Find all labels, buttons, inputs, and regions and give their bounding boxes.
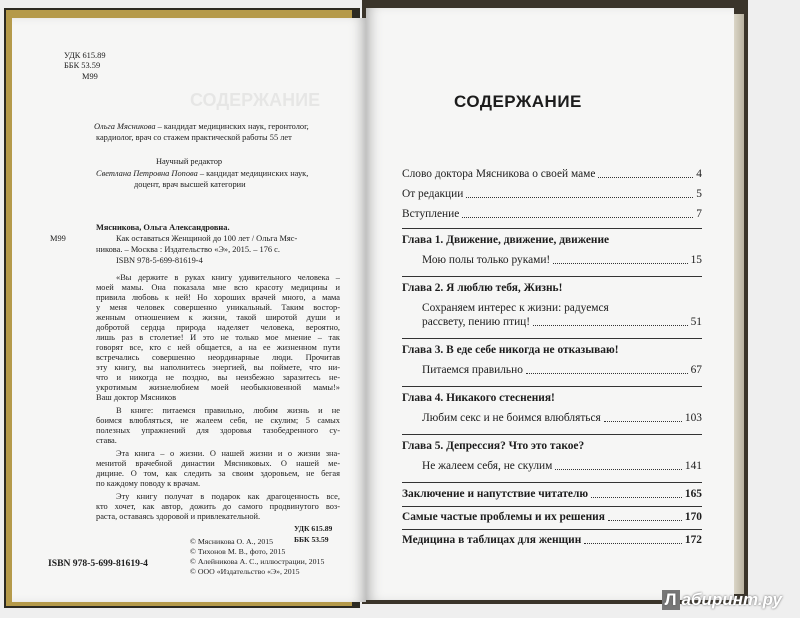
udk-code: УДК 615.89 [64, 51, 106, 60]
author-bio [94, 122, 309, 132]
annotation-line: у меня человек совершенно уникальный. Таким востор- [96, 303, 340, 312]
catalog-isbn: ISBN 978-5-699-81619-4 [116, 256, 203, 265]
toc-section[interactable] [422, 364, 702, 377]
toc-section-page: 141 [684, 460, 702, 472]
divider [402, 386, 702, 387]
toc-section[interactable] [422, 412, 702, 425]
leader-dots [526, 373, 688, 374]
toc-section-label: Любим секс и не боимся влюбляться [422, 412, 601, 424]
editor-line1: Светлана Петровна Попова – кандидат медицинских наук, [96, 169, 309, 178]
catalog-heading: Мясникова, Ольга Александровна. [96, 223, 230, 232]
annotation-line: что и никогда не поздно, вы неизбежно заразитесь не- [96, 373, 340, 382]
annotation-line: привила любовь к ней! Но хороших врачей много, а мама [96, 293, 340, 302]
toc-entry-label: Заключение и напутствие читателю [402, 488, 589, 500]
leader-dots [604, 421, 682, 422]
catalog-code: М99 [50, 234, 66, 243]
divider [402, 529, 702, 530]
leader-dots [466, 197, 693, 198]
toc-entry[interactable] [402, 168, 702, 181]
toc-entry-label: От редакции [402, 188, 464, 200]
watermark-logo: Л [662, 590, 680, 610]
leader-dots [553, 263, 687, 264]
chapter-title[interactable]: Глава 4. Никакого стеснения! [402, 392, 555, 404]
annotation-line: менитой врачебной династии Мясниковых. О нашей ме- [96, 459, 340, 468]
toc-entry[interactable] [402, 534, 702, 547]
leader-dots [584, 543, 682, 544]
toc-entry[interactable] [402, 511, 702, 524]
divider [402, 434, 702, 435]
annotation-line: В книге: питаемся правильно, любим жизнь и не [116, 406, 340, 415]
toc-section-page: 67 [690, 364, 702, 376]
author-name: Ольга Мясникова [94, 122, 156, 131]
copyright-line: © ООО «Издательство «Э», 2015 [190, 567, 300, 576]
toc-entry[interactable] [402, 208, 702, 221]
watermark [662, 590, 782, 610]
toc-entry[interactable] [402, 188, 702, 201]
divider [402, 228, 702, 229]
chapter-title[interactable]: Глава 5. Депрессия? Что это такое? [402, 440, 585, 452]
toc-section-page: 103 [684, 412, 702, 424]
toc-entry-label: Самые частые проблемы и их решения [402, 511, 605, 523]
toc-entry-page: 5 [696, 188, 702, 200]
annotation-line: моей мамы. Она показала мне всю красоту медицины и [96, 283, 340, 292]
leader-dots [462, 217, 693, 218]
editor-name: Светлана Петровна Попова [96, 169, 198, 178]
annotation-line: эту книгу, вы наполнитесь энергией, вы поймете, что ни- [96, 363, 340, 372]
toc-section-label: Питаемся правильно [422, 364, 523, 376]
toc-entry-page: 165 [684, 488, 702, 500]
annotation-line: лишь раз в столетие! И это не только мое мнение – так [96, 333, 340, 342]
copyright-line: © Алейникова А. С., иллюстрации, 2015 [190, 557, 325, 566]
leader-dots [608, 520, 682, 521]
toc-section-label: рассвету, пению птиц! [422, 316, 531, 328]
show-through-title: СОДЕРЖАНИЕ [190, 90, 321, 110]
toc-entry-page: 7 [696, 208, 702, 220]
divider [402, 506, 702, 507]
toc-section-line[interactable]: Сохраняем интерес к жизни: радуемся [422, 302, 609, 314]
chapter-title[interactable]: Глава 3. В еде себе никогда не отказываю! [402, 344, 619, 356]
toc-section-label: Не жалеем себя, не скулим [422, 460, 553, 472]
toc-entry-label: Слово доктора Мясникова о своей маме [402, 168, 596, 180]
toc-section[interactable] [422, 254, 702, 267]
author-sign: М99 [82, 72, 98, 81]
annotation-line: боимся влюбляться, не жалеем себя, не скулим; 5 самых [96, 416, 340, 425]
leader-dots [591, 497, 682, 498]
left-page [12, 18, 366, 602]
annotation-line: «Вы держите в руках книгу удивительного человека – [116, 273, 340, 282]
chapter-title[interactable]: Глава 1. Движение, движение, движение [402, 234, 610, 246]
toc-entry-page: 4 [696, 168, 702, 180]
annotation-line: укротимым жизнелюбием моей необыкновенной мамы!» [96, 383, 340, 392]
copyright-line: © Тихонов М. В., фото, 2015 [190, 547, 286, 556]
annotation-line: женным отношением к жизни, такой широтой души и [96, 313, 340, 322]
toc-section[interactable] [422, 460, 702, 473]
bbk-code: ББК 53.59 [64, 61, 101, 70]
toc-entry-label: Медицина в таблицах для женщин [402, 534, 582, 546]
right-page [366, 8, 734, 600]
leader-dots [533, 325, 688, 326]
annotation-line: по каждому поводу к врачам. [96, 479, 201, 488]
annotation-line: Эта книга – о жизни. О нашей жизни и о жизни зна- [116, 449, 340, 458]
bottom-udk: УДК 615.89 [294, 524, 333, 533]
toc-entry-page: 172 [684, 534, 702, 546]
annotation-line: дицине. О том, как следить за своим здоровьем, не бегая [96, 469, 340, 478]
toc-section-label: Мою полы только руками! [422, 254, 551, 266]
copyright-line: © Мясникова О. А., 2015 [190, 537, 274, 546]
toc-entry-page: 170 [684, 511, 702, 523]
toc-title: СОДЕРЖАНИЕ [454, 92, 582, 111]
divider [402, 276, 702, 277]
annotation-line: полезных упражнений для здоровья тазобедренного су- [96, 426, 340, 435]
toc-section-page: 51 [690, 316, 702, 328]
annotation-line: встречались совершенно неординарные люди. Прочитав [96, 353, 340, 362]
divider [402, 338, 702, 339]
editor-title: Научный редактор [156, 157, 223, 166]
annotation-line: кто хочет, как автор, дожить до самого продвинутого воз- [96, 502, 340, 511]
isbn-bottom: ISBN 978-5-699-81619-4 [48, 558, 148, 569]
toc-section[interactable] [422, 316, 702, 329]
annotation-signature: Ваш доктор Мясников [96, 393, 177, 402]
watermark-text: абиринт.ру [681, 590, 782, 609]
leader-dots [555, 469, 682, 470]
author-bio-line1: – кандидат медицинских наук, геронтолог, [155, 122, 309, 131]
annotation-line: добротой сердца природа наделяет человека, вероятно, [96, 323, 340, 332]
annotation-line: става. [96, 436, 117, 445]
catalog-line1: Как оставаться Женщиной до 100 лет / Ольга Мяс- [116, 234, 298, 243]
toc-entry[interactable] [402, 488, 702, 501]
leader-dots [598, 177, 693, 178]
annotation-line: Эту книгу получат в подарок как драгоценность все, [116, 492, 340, 501]
annotation-line: говорят все, кто с ней общается, а на ее жизненном пути [96, 343, 340, 352]
chapter-title[interactable]: Глава 2. Я люблю тебя, Жизнь! [402, 282, 563, 294]
toc-section-page: 15 [690, 254, 702, 266]
editor-line2: доцент, врач высшей категории [134, 180, 246, 189]
author-bio-line2: кардиолог, врач со стажем практической работы 55 лет [96, 133, 292, 142]
catalog-line2: никова. – Москва : Издательство «Э», 2015. – 176 с. [96, 245, 280, 254]
annotation-line: раста, оставаясь здоровой и привлекательной. [96, 512, 261, 521]
divider [402, 482, 702, 483]
toc-entry-label: Вступление [402, 208, 460, 220]
bottom-bbk: ББК 53.59 [294, 535, 329, 544]
